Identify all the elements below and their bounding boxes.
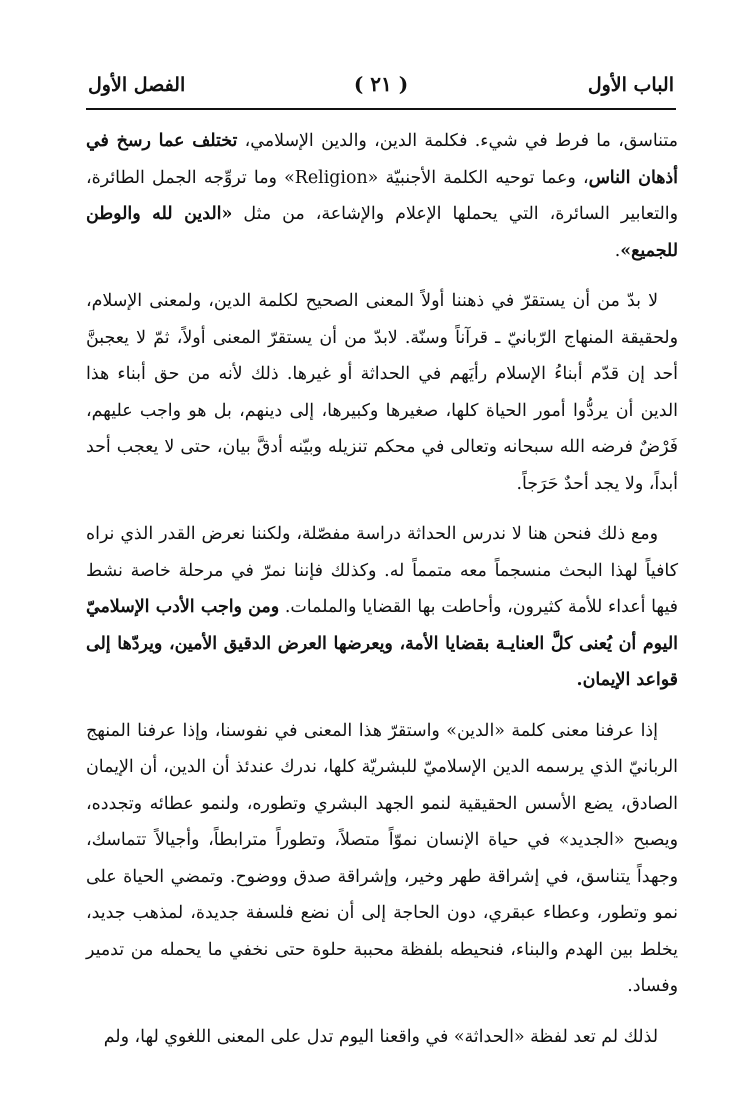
paragraph-4: إذا عرفنا معنى كلمة «الدين» واستقرّ هذا المعنى في نفوسنا، وإذا عرفنا المنهج الربانيّ الذي يرسمه الدين الإسلاميّ للبشريّة كلها، ندرك عندئذ أن الدين، أن الإيمان الصادق، يضع الأسس الحقيقية لنمو الجهد البشري وتطوره، ولنمو عطائه وتجدده، ويصبح «الجديد» في حياة الإنسان نموّاً متصلاً، وتطوراً مترابطاً، وأجيالاً تتماسك، وجهداً يتناسق، في إشراقة طهر وخير، وإشراقة صدق ووضوح. وتمضي الحياة على نمو وتطور، وعطاء عبقري، دون الحاجة إلى أن نضع فلسفة جديدة، لمذهب جديد، يخلط بين الهدم والبناء، فنحيطه بلفظة محببة حلوة حتى نخفي ما يحمله من تدمير وفساد. <box>86 720 679 996</box>
paragraph-3 <box>86 516 678 699</box>
paragraph-1-text-c: . <box>614 240 621 261</box>
paragraph-1-text-a: متناسق، ما فرط في شيء. فكلمة الدين، والدين الإسلامي، <box>237 131 678 151</box>
part-title: الباب الأول <box>587 74 674 96</box>
paragraph-1-bold-a: تختلف عما رسخ في أذهان الناس <box>86 131 679 188</box>
paragraph-1-bold-b: «الدين لله والوطن للجميع» <box>86 204 678 261</box>
header-rule <box>86 108 676 110</box>
paragraph-1-text-b: ، وعما توحيه الكلمة الأجنبيّة «Religion» وما تروِّجه الجمل الطائرة، والتعابير السائرة، التي يحملها الإعلام والإشاعة، من مثل <box>86 167 678 224</box>
paragraph-3-text: ومع ذلك فنحن هنا لا ندرس الحداثة دراسة مفصّلة، ولكننا نعرض القدر الذي نراه كافياً لهذا البحث منسجماً معه متمماً له. وكذلك فإننا نمرّ في مرحلة خاصة نشط فيها أعداء للأمة كثيرون، وأحاطت بها القضايا والملمات. <box>86 524 678 617</box>
chapter-title: الفصل الأول <box>88 74 186 96</box>
paragraph-3-bold: ومن واجب الأدب الإسلاميّ اليوم أن يُعنى كلَّ العنايـة بقضايا الأمة، ويعرضها العرض الدقيق الأمين، ويردّها إلى قواعد الإيمان. <box>86 597 678 690</box>
paragraph-1 <box>86 123 678 269</box>
running-head <box>88 72 674 102</box>
paragraph-5: لذلك لم تعد لفظة «الحداثة» في واقعنا اليوم تدل على المعنى اللغوي لها، ولم <box>103 1026 658 1047</box>
body-text <box>86 123 678 1069</box>
page-number: ( ٢١ ) <box>353 72 409 96</box>
paragraph-2: لا بدّ من أن يستقرّ في ذهننا أولاً المعنى الصحيح لكلمة الدين، ولمعنى الإسلام، ولحقيقة المنهاج الرّبانيّ ـ قرآناً وسنّة. لابدّ من أن يستقرّ المعنى أولاً، ثمّ لا يعجبنَّ أحد إن قدّم أبناءُ الإسلام رأيَهم في الحداثة أو غيرها. ذلك لأنه من حق أبناء هذا الدين أن يردُّوا أمور الحياة كلها، صغيرها وكبيرها، إلى دينهم، بل هو واجب عليهم، فَرْضٌ فرضه الله سبحانه وتعالى في محكم تنزيله وبيّنه أدقَّ بيان، حتى لا يعجب أحد أبداً، ولا يجد أحدٌ حَرَجاً. <box>86 291 678 494</box>
